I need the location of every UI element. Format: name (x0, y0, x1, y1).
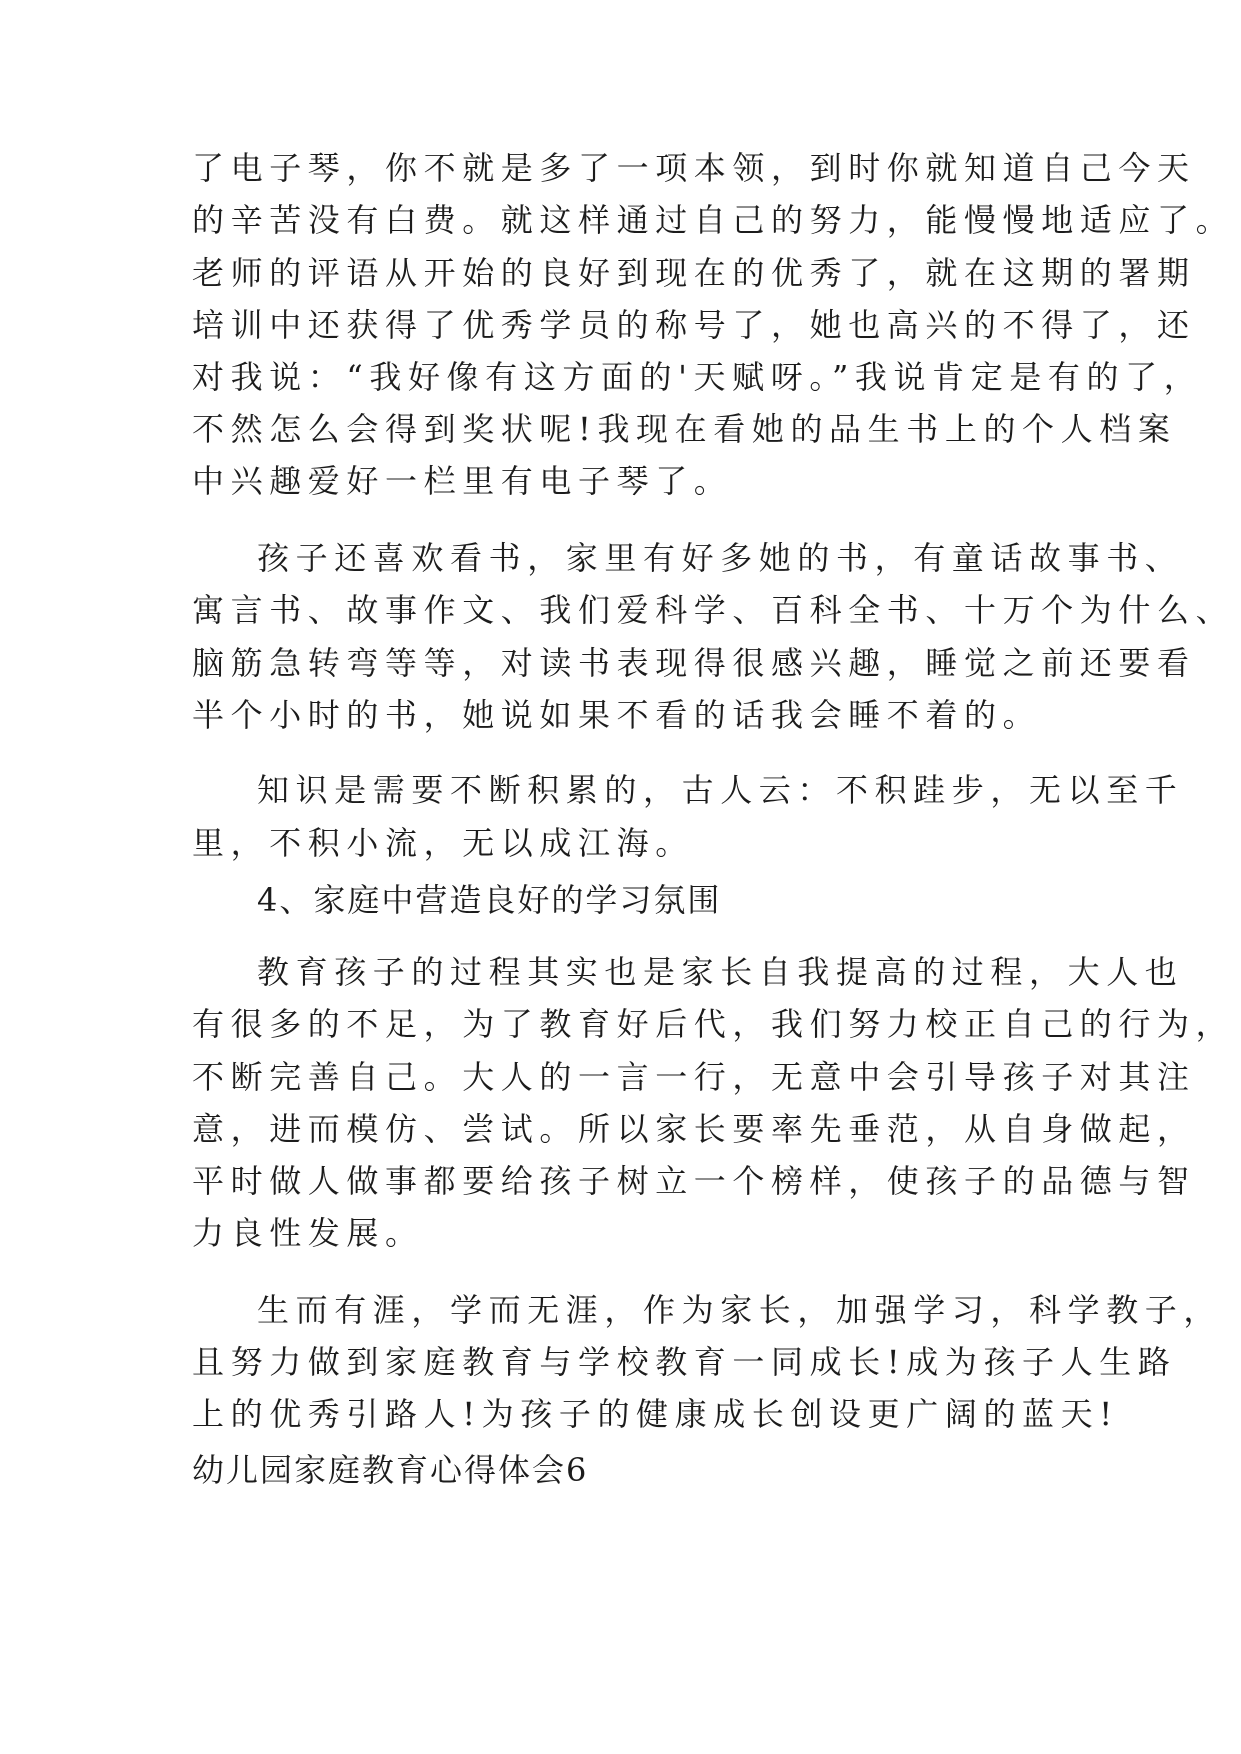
text-line: 了电子琴，你不就是多了一项本领，到时你就知道自己今天 (192, 149, 1196, 187)
text-line: 老师的评语从开始的良好到现在的优秀了，就在这期的署期 (192, 254, 1196, 292)
paragraph-first-line: 知识是需要不断积累的，古人云：不积跬步，无以至千 (257, 771, 1184, 809)
text-line: 半个小时的书，她说如果不看的话我会睡不着的。 (192, 696, 1042, 734)
section-heading: 4、家庭中营造良好的学习氛围 (257, 881, 722, 919)
text-line: 培训中还获得了优秀学员的称号了，她也高兴的不得了，还 (192, 306, 1196, 344)
text-line: 对我说：“我好像有这方面的'天赋呀。”我说肯定是有的了， (192, 358, 1203, 396)
paragraph-first-line: 孩子还喜欢看书，家里有好多她的书，有童话故事书、 (257, 539, 1184, 577)
paragraph-first-line: 教育孩子的过程其实也是家长自我提高的过程，大人也 (257, 953, 1184, 991)
text-line: 中兴趣爱好一栏里有电子琴了。 (192, 462, 733, 500)
text-line: 平时做人做事都要给孩子树立一个榜样，使孩子的品德与智 (192, 1162, 1196, 1200)
paragraph-first-line: 生而有涯，学而无涯，作为家长，加强学习，科学教子， (257, 1291, 1223, 1329)
text-line: 脑筋急转弯等等，对读书表现得很感兴趣，睡觉之前还要看 (192, 644, 1196, 682)
document-title: 幼儿园家庭教育心得体会6 (192, 1451, 589, 1489)
text-line: 有很多的不足，为了教育好后代，我们努力校正自己的行为， (192, 1005, 1235, 1043)
text-line: 上的优秀引路人!为孩子的健康成长创设更广阔的蓝天! (192, 1395, 1119, 1433)
text-line: 且努力做到家庭教育与学校教育一同成长!成为孩子人生路 (192, 1343, 1177, 1381)
text-line: 力良性发展。 (192, 1214, 424, 1252)
text-line: 的辛苦没有白费。就这样通过自己的努力，能慢慢地适应了。 (192, 201, 1235, 239)
text-line: 不然怎么会得到奖状呢!我现在看她的品生书上的个人档案 (192, 410, 1177, 448)
text-line: 不断完善自己。大人的一言一行，无意中会引导孩子对其注 (192, 1058, 1196, 1096)
text-line: 意，进而模仿、尝试。所以家长要率先垂范，从自身做起， (192, 1110, 1196, 1148)
text-line: 寓言书、故事作文、我们爱科学、百科全书、十万个为什么、 (192, 591, 1235, 629)
text-line: 里，不积小流，无以成江海。 (192, 824, 694, 862)
